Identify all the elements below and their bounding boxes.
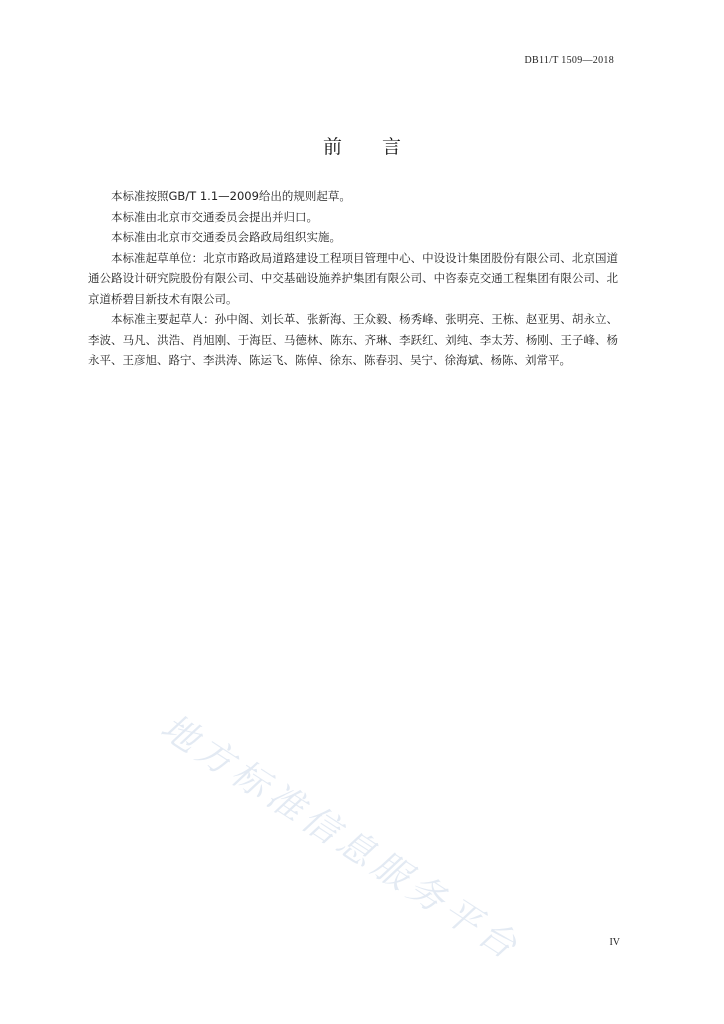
document-code: DB11/T 1509—2018 <box>524 55 614 66</box>
preface-body <box>88 186 618 371</box>
page-title: 前言 <box>322 136 441 158</box>
paragraph-proposer: 本标准由北京市交通委员会提出并归口。 <box>111 209 318 224</box>
paragraph-implementer: 本标准由北京市交通委员会路政局组织实施。 <box>111 230 341 244</box>
paragraph-drafting-units: 本标准起草单位：北京市路政局道路建设工程项目管理中心、中设设计集团股份有限公司、北京国道通公路设计研究院股份有限公司、中交基础设施养护集团有限公司、中咨泰克交通工程集团有限公司、北京道桥碧目新技术有限公司。 <box>88 250 618 306</box>
page-number: IV <box>609 937 620 948</box>
paragraph-main-drafters: 本标准主要起草人：孙中阁、刘长革、张新海、王众毅、杨秀峰、张明亮、王栋、赵亚男、胡永立、李波、马凡、洪浩、肖旭刚、于海臣、马德林、陈东、齐琳、李跃红、刘纯、李太芳、杨刚、王子峰、杨永平、王彦旭、路宁、李洪涛、陈运飞、陈倬、徐东、陈春羽、吴宁、徐海斌、杨陈、刘常平。 <box>88 312 618 367</box>
paragraph-drafting-rules: 本标准按照GB/T 1.1—2009给出的规则起草。 <box>111 189 351 203</box>
watermark: 地方标准信息服务平台 <box>153 706 528 970</box>
